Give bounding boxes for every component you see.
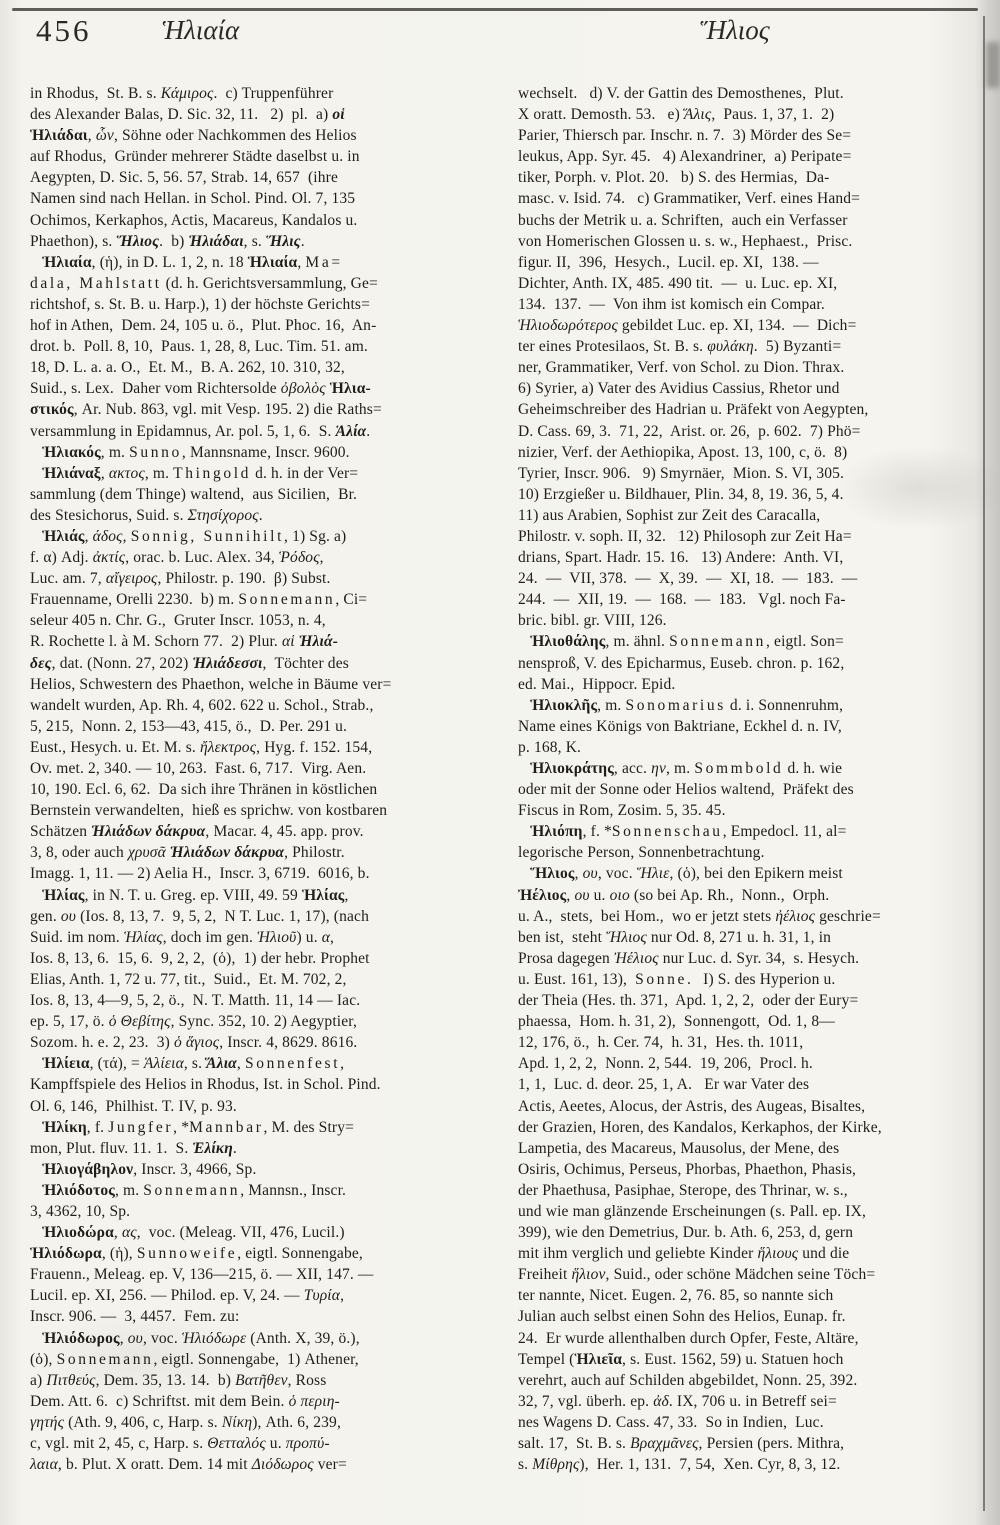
text-line: X oratt. Demosth. 53. e) Ἅλις, Paus. 1, 37, 1. 2): [518, 106, 835, 124]
text-line: Ἡλίκη, f. Jungfer, *Mannbar, M. des Stry=: [42, 1118, 355, 1136]
text-line: Apd. 1, 2, 2, Nonn. 2, 544. 19, 206, Procl. h.: [518, 1055, 813, 1073]
text-line: Ἡλιόδωρα, (ἡ), Sunnoweife, eigtl. Sonnengabe,: [30, 1245, 363, 1263]
text-line: hof in Athen, Dem. 24, 105 u. ö., Plut. Phoc. 16, An-: [30, 317, 377, 335]
text-line: a) Πιτθεύς, Dem. 35, 13. 14. b) Βατῆθεν, Ross: [30, 1371, 327, 1389]
text-line: 11) aus Arabien, Sophist zur Zeit des Caracalla,: [518, 506, 821, 524]
text-line: Suid., s. Lex. Daher vom Richtersolde ὀβολὸς Ἡλια-: [30, 380, 371, 398]
text-line: Ἡλιάναξ, ακτος, m. Thingold d. h. in der Ver=: [42, 464, 359, 482]
text-line: der Grazien, Horen, des Kandalos, Kerkaphos, der Kirke,: [518, 1118, 882, 1136]
text-line: ben ist, steht Ἥλιος nur Od. 8, 271 u. h. 31, 1, in: [518, 928, 832, 946]
text-line: 6) Syrier, a) Vater des Avidius Cassius, Rhetor und: [518, 380, 840, 398]
text-line: Ἡλιαία, (ἡ), in D. L. 1, 2, n. 18 Ἡλιαία, Ma=: [42, 253, 343, 271]
text-line: Ἡλιάς, άδος, Sonnig, Sunnihilt, 1) Sg. a): [42, 527, 347, 545]
text-line: Ἡλίας, in N. T. u. Greg. ep. VIII, 49. 59 Ἡλίας,: [42, 886, 349, 904]
text-line: Kampffspiele des Helios in Rhodus, Ist. in Schol. Pind.: [30, 1076, 381, 1094]
text-line: 134. 137. — Von ihm ist komisch ein Compar.: [518, 295, 825, 313]
text-line: Ἡλιάδαι, ὧν, Söhne oder Nachkommen des Helios: [30, 127, 357, 145]
text-line: Ol. 6, 146, Philhist. T. IV, p. 93.: [30, 1097, 237, 1115]
text-line: Tempel (Ἡλιεῖα, s. Eust. 1562, 59) u. Statuen hoch: [518, 1350, 844, 1368]
text-line: Fiscus in Rom, Zosim. 5, 35. 45.: [518, 802, 726, 820]
text-line: Ἠέλιος, ου u. οιο (so bei Ap. Rh., Nonn., Orph.: [518, 886, 830, 904]
text-line: masc. v. Isid. 74. c) Grammatiker, Verf. eines Hand=: [518, 190, 861, 208]
text-line: λαια, b. Plut. X oratt. Dem. 14 mit Διόδωρος ver=: [30, 1456, 347, 1474]
text-line: 24. — VII, 378. — X, 39. — XI, 18. — 183. —: [518, 570, 858, 588]
text-line: nes Wagens D. Cass. 47, 33. So in Indien, Luc.: [518, 1413, 824, 1431]
text-line: Aegypten, D. Sic. 5, 56. 57, Strab. 14, 657 (ihre: [30, 169, 338, 187]
text-line: des Alexander Balas, D. Sic. 32, 11. 2) pl. a) οἱ: [30, 106, 345, 124]
text-line: Name eines Königs von Baktriane, Eckhel d. n. IV,: [518, 717, 842, 735]
text-line: der Phaethusa, Pasiphae, Sterope, des Thrinar, w. s.,: [518, 1181, 848, 1199]
text-line: Julian auch selbst einen Sohn des Helios, Eunap. fr.: [518, 1308, 846, 1326]
text-line: mon, Plut. fluv. 11. 1. S. Ἑλίκη.: [30, 1139, 237, 1157]
text-line: Actis, Aeetes, Alocus, der Astris, des Augeas, Bisaltes,: [518, 1097, 866, 1115]
text-line: 32, 7, vgl. überh. ep. ἀδ. IX, 706 u. in Betreff sei=: [518, 1392, 837, 1410]
text-line: s. Μίθρης), Her. 1, 131. 7, 54, Xen. Cyr, 8, 3, 12.: [518, 1456, 841, 1474]
text-line: drians, Spart. Hadr. 15. 16. 13) Andere: Anth. VI,: [518, 549, 844, 567]
text-line: Ἡλιόδωρος, ου, voc. Ἡλιόδωρε (Anth. X, 39, ö.),: [42, 1329, 360, 1347]
text-line: auf Rhodus, Gründer mehrerer Städte daselbst u. in: [30, 148, 360, 166]
text-line: 18, D. L. a. a. O., Et. M., B. A. 262, 10. 310, 32,: [30, 359, 345, 377]
text-line: p. 168, K.: [518, 738, 582, 756]
scan-corner-smudge: [986, 42, 1000, 88]
text-line: Schätzen Ἡλιάδων δάκρυα, Macar. 4, 45. app. prov.: [30, 823, 364, 841]
text-line: Osiris, Ochimus, Perseus, Phorbas, Phaethon, Phasis,: [518, 1160, 857, 1178]
text-line: u. A., stets, bei Hom., wo er jetzt stets ἠέλιος geschrie=: [518, 907, 881, 925]
text-line: Freiheit ἥλιον, Suid., oder schöne Mädchen seine Töch=: [518, 1266, 876, 1284]
text-line: salt. 17, St. B. s. Βραχμᾶνες, Persien (pers. Mithra,: [518, 1435, 845, 1452]
text-line: Ochimos, Kerkaphos, Actis, Macareus, Kandalos u.: [30, 211, 358, 229]
text-line: leukus, App. Syr. 45. 4) Alexandriner, a) Peripate=: [518, 148, 852, 166]
text-line: Ios. 8, 13, 6. 15, 6. 9, 2, 2, (ὁ), 1) der hebr. Prophet: [30, 949, 370, 967]
text-line: Ἡλιοδωρότερος gebildet Luc. ep. XI, 134. — Dich=: [518, 317, 857, 335]
text-column-right: [518, 83, 988, 1475]
text-line: Ἡλιοδώρα, ας, voc. (Meleag. VII, 476, Lucil.): [42, 1224, 345, 1242]
text-line: R. Rochette l. à M. Schorn 77. 2) Plur. αἱ Ἡλιά-: [30, 633, 339, 651]
text-line: Namen sind nach Hellan. in Schol. Pind. Ol. 7, 135: [30, 190, 356, 208]
text-line: legorische Person, Sonnenbetrachtung.: [518, 844, 765, 862]
text-line: Philostr. v. soph. II, 32. 12) Philosoph zur Zeit Ha=: [518, 527, 852, 545]
text-line: Frauenn., Meleag. ep. V, 136—215, ö. — XII, 147. —: [30, 1266, 374, 1284]
text-line: sammlung (dem Thinge) waltend, aus Sicilien, Br.: [30, 485, 358, 503]
text-line: γητής (Ath. 9, 406, c, Harp. s. Νίκη), Ath. 6, 239,: [30, 1413, 341, 1431]
text-line: Tyrier, Inscr. 906. 9) Smyrnäer, Mion. S. VI, 305.: [518, 464, 845, 482]
running-head-right: Ἥλιος: [700, 15, 770, 45]
text-line: 3, 4362, 10, Sp.: [30, 1202, 131, 1220]
text-line: D. Cass. 69, 3. 71, 22, Arist. or. 26, p. 602. 7) Phö=: [518, 422, 861, 440]
text-line: ter eines Protesilaos, St. B. s. φυλάκη. 5) Byzanti=: [518, 338, 842, 356]
running-head-left: Ἡλιαία: [162, 15, 240, 45]
text-line: gen. ου (Ios. 8, 13, 7. 9, 5, 2, N T. Luc. 1, 17), (nach: [30, 907, 369, 925]
text-line: buchs der Metrik u. a. Schriften, auch ein Verfasser: [518, 211, 848, 229]
text-line: Ἡλιογάβηλον, Inscr. 3, 4966, Sp.: [42, 1160, 257, 1178]
text-line: Bernstein verwandelten, hieß es sprichw. von kostbaren: [30, 802, 388, 820]
text-line: versammlung in Epidamnus, Ar. pol. 5, 1, 6. S. Ἁλία.: [30, 422, 371, 440]
text-line: phaessa, Hom. h. 31, 2), Sonnengott, Od. 1, 8—: [518, 1013, 835, 1031]
text-line: nizier, Verf. der Aethiopika, Apost. 13, 100, c, ö. 8): [518, 443, 848, 461]
text-line: Sozom. h. e. 2, 23. 3) ὁ ἅγιος, Inscr. 4, 8629. 8616.: [30, 1034, 358, 1052]
text-line: oder mit der Sonne oder Helios waltend, Präfekt des: [518, 781, 854, 799]
text-line: Ἡλιοθάλης, m. ähnl. Sonnemann, eigtl. Son=: [530, 633, 844, 651]
text-line: Lampetia, des Macareus, Mausolus, der Mene, des: [518, 1139, 840, 1157]
text-column-left: [30, 83, 512, 1475]
text-line: Geheimschreiber des Hadrian u. Präfekt von Aegypten,: [518, 401, 869, 419]
text-line: 12, 176, ö., h. Cer. 74, h. 31, Hes. th. 1011,: [518, 1034, 804, 1052]
text-line: wechselt. d) V. der Gattin des Demosthenes, Plut.: [518, 85, 844, 102]
text-line: 3, 8, oder auch χρυσᾶ Ἡλιάδων δάκρυα, Philostr.: [30, 844, 345, 862]
text-line: richtshof, s. St. B. u. Harp.), 1) der höchste Gerichts=: [30, 295, 370, 313]
text-line: f. α) Adj. ἀκτίς, orac. b. Luc. Alex. 34, Ῥόδος,: [30, 549, 324, 567]
text-line: (ὁ), Sonnemann, eigtl. Sonnengabe, 1) Athener,: [30, 1350, 359, 1368]
text-line: 399), wie den Demetrius, Dur. b. Ath. 6, 253, d, gern: [518, 1224, 854, 1242]
text-line: Dichter, Anth. IX, 485. 490 tit. — u. Luc. ep. XI,: [518, 274, 838, 292]
page-number: 456: [36, 13, 92, 48]
text-line: tiker, Porph. v. Plot. 20. b) S. des Hermias, Da-: [518, 169, 830, 187]
text-line: Ἡλιόπη, f. *Sonnenschau, Empedocl. 11, al=: [530, 823, 847, 841]
text-line: mit ihm verglich und geliebte Kinder ἥλιους und die: [518, 1245, 850, 1263]
text-line: der Theia (Hes. th. 371, Apd. 1, 2, 2, oder der Eury=: [518, 992, 859, 1010]
text-line: Dem. Att. 6. c) Schriftst. mit dem Bein. ὁ περιη-: [30, 1392, 340, 1410]
text-line: ter nannte, Nicet. Eugen. 2, 76. 85, so nannte sich: [518, 1287, 834, 1305]
text-line: figur. II, 396, Hesych., Lucil. ep. XI, 138. —: [518, 253, 819, 271]
text-line: c, vgl. mit 2, 45, c, Harp. s. Θετταλός u. προπύ-: [30, 1435, 330, 1452]
text-line: verehrt, auch auf Schilden abgebildet, Nonn. 25, 392.: [518, 1371, 858, 1389]
text-line: Inscr. 906. — 3, 4457. Fem. zu:: [30, 1308, 240, 1326]
text-line: drot. b. Poll. 8, 10, Paus. 1, 28, 8, Luc. Tim. 51. am.: [30, 338, 368, 356]
text-line: 5, 215, Nonn. 2, 153—43, 415, ö., D. Per. 291 u.: [30, 717, 348, 735]
text-line: δες, dat. (Nonn. 27, 202) Ἡλιάδεσσι, Töchter des: [30, 654, 349, 672]
text-line: 24. Er wurde allenthalben durch Opfer, Feste, Altäre,: [518, 1329, 859, 1347]
text-line: des Stesichorus, Suid. s. Στησίχορος.: [30, 506, 263, 524]
text-line: Ἡλίεια, (τά), = Ἁλίεια, s. Ἅλια, Sonnenfest,: [42, 1055, 345, 1073]
text-line: nensproß, V. des Epicharmus, Euseb. chron. p. 162,: [518, 654, 845, 672]
text-line: Ἡλιακός, m. Sunno, Mannsname, Inscr. 9600.: [42, 443, 350, 461]
text-line: Ἡλιοκράτης, acc. ην, m. Sommbold d. h. wie: [530, 760, 843, 777]
text-line: Ἥλιος, ου, voc. Ἥλιε, (ὁ), bei den Epikern meist: [530, 865, 843, 883]
text-line: 10, 190. Ecl. 6, 62. Da sich ihre Thränen in köstlichen: [30, 781, 378, 799]
text-line: ep. 5, 17, ö. ὁ Θεβίτης, Sync. 352, 10. 2) Aegyptier,: [30, 1013, 357, 1031]
text-line: 1, 1, Luc. d. deor. 25, 1, A. Er war Vater des: [518, 1076, 810, 1094]
scan-top-edge-artifact: [12, 8, 978, 11]
text-line: ed. Mai., Hippocr. Epid.: [518, 675, 676, 693]
text-line: Elias, Anth. 1, 72 u. 77, tit., Suid., Et. M. 702, 2,: [30, 970, 347, 988]
text-line: Lucil. ep. XI, 256. — Philod. ep. V, 24. — Τυρία,: [30, 1287, 345, 1305]
text-line: dala, Mahlstatt (d. h. Gerichtsversammlung, Ge=: [30, 274, 378, 292]
text-line: Ov. met. 2, 340. — 10, 263. Fast. 6, 717. Virg. Aen.: [30, 760, 367, 777]
text-line: wandelt wurden, Ap. Rh. 4, 602. 622 u. Schol., Strab.,: [30, 696, 374, 714]
text-line: Prosa dagegen Ἠέλιος nur Luc. d. Syr. 34, s. Hesych.: [518, 949, 860, 967]
text-line: Frauenname, Orelli 2230. b) m. Sonnemann, Ci=: [30, 591, 368, 609]
text-line: Parier, Thiersch par. Inschr. n. 7. 3) Mörder des Se=: [518, 127, 852, 145]
text-line: von Homerischen Glossen u. s. w., Hephaest., Prisc.: [518, 232, 853, 250]
text-line: Phaethon), s. Ἥλιος. b) Ἡλιάδαι, s. Ἥλις.: [30, 232, 305, 250]
text-line: Luc. am. 7, αἴγειρος, Philostr. p. 190. β) Subst.: [30, 570, 331, 588]
text-line: in Rhodus, St. B. s. Κάμιρος. c) Truppenführer: [30, 85, 334, 102]
text-line: Eust., Hesych. u. Et. M. s. ἤλεκτρος, Hyg. f. 152. 154,: [30, 738, 373, 756]
text-line: u. Eust. 161, 13), Sonne. I) S. des Hyperion u.: [518, 970, 836, 988]
text-line: Imagg. 1, 11. — 2) Aelia H., Inscr. 3, 6719. 6016, b.: [30, 865, 370, 883]
text-line: seleur 405 n. Chr. G., Gruter Inscr. 1053, n. 4,: [30, 612, 326, 630]
text-line: Suid. im nom. Ἡλίας, doch im gen. Ἡλιοῦ) u. α,: [30, 928, 335, 946]
text-line: Ἡλιοκλῆς, m. Sonomarius d. i. Sonnenruhm,: [530, 696, 844, 714]
text-line: bric. bibl. gr. VIII, 126.: [518, 612, 667, 630]
text-line: 10) Erzgießer u. Bildhauer, Plin. 34, 8, 19. 36, 5, 4.: [518, 485, 844, 503]
text-line: 244. — XII, 19. — 168. — 183. Vgl. noch Fa-: [518, 591, 846, 609]
text-line: Ios. 8, 13, 4—9, 5, 2, ö., N. T. Matth. 11, 14 — Iac.: [30, 992, 361, 1010]
text-line: Helios, Schwestern des Phaethon, welche in Bäume ver=: [30, 675, 392, 693]
text-line: Ἡλιόδοτος, m. Sonnemann, Mannsn., Inscr.: [42, 1181, 347, 1199]
text-line: στικός, Ar. Nub. 863, vgl. mit Vesp. 195. 2) die Raths=: [30, 401, 382, 419]
text-line: und wie man glänzende Erscheinungen (s. Pall. ep. IX,: [518, 1202, 866, 1220]
text-line: ner, Grammatiker, Verf. von Schol. zu Dion. Thrax.: [518, 359, 845, 377]
